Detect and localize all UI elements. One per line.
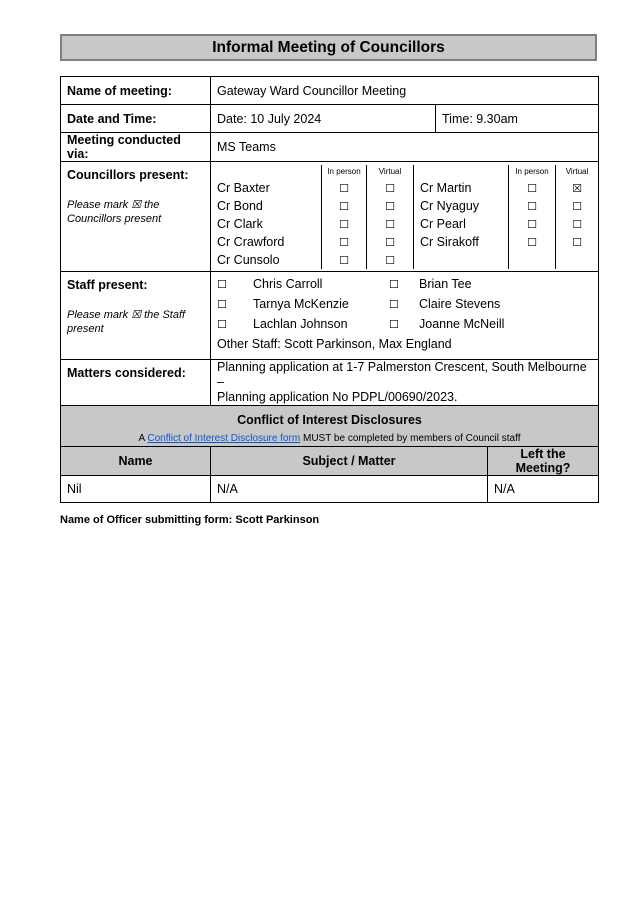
councillor-name: Cr Nyaguy: [414, 197, 509, 215]
staff-row: [61, 272, 599, 360]
councillors-label-cell: [61, 162, 211, 272]
meeting-name-value: Gateway Ward Councillor Meeting: [211, 77, 599, 105]
matters-row: [61, 360, 599, 406]
col-name-header: Name: [61, 447, 211, 476]
councillor-row: [211, 233, 598, 251]
staff-checkbox[interactable]: ☐: [389, 277, 399, 291]
col-subject-header: Subject / Matter: [211, 447, 488, 476]
virtual-header-left: Virtual: [367, 165, 414, 179]
councillor-virtual-checkbox[interactable]: ☐: [385, 253, 395, 267]
matters-value: [211, 360, 599, 406]
conflict-table: [60, 446, 599, 503]
councillor-virtual-checkbox[interactable]: ☐: [572, 217, 582, 231]
councillor-row: [211, 215, 598, 233]
councillor-virtual-checkbox[interactable]: ☐: [385, 199, 395, 213]
staff-checkbox[interactable]: ☐: [389, 297, 399, 311]
councillor-in-person-checkbox[interactable]: ☐: [339, 217, 349, 231]
staff-checkbox[interactable]: ☐: [389, 317, 399, 331]
councillor-virtual-checkbox[interactable]: ☐: [572, 199, 582, 213]
staff-label-cell: [61, 272, 211, 360]
matters-line-1: Planning application at 1-7 Palmerston Crescent, South Melbourne –: [217, 360, 587, 389]
councillor-virtual-checkbox[interactable]: ☐: [572, 235, 582, 249]
conducted-via-value: MS Teams: [211, 133, 599, 162]
councillor-name: Cr Crawford: [217, 234, 285, 249]
councillor-in-person-checkbox[interactable]: ☐: [339, 199, 349, 213]
staff-name: Joanne McNeill: [419, 317, 505, 331]
date-time-row: [61, 105, 599, 133]
conflict-subtitle: [67, 433, 592, 444]
councillor-name: Cr Sirakoff: [414, 233, 509, 251]
matters-line-2: Planning application No PDPL/00690/2023.: [217, 390, 458, 404]
councillor-virtual-checkbox[interactable]: ☐: [385, 217, 395, 231]
conducted-via-row: [61, 133, 599, 162]
virtual-header-right: Virtual: [556, 165, 599, 179]
meeting-form-table: [60, 76, 599, 452]
staff-label: Staff present:: [67, 278, 148, 292]
councillor-name: Cr Baxter: [217, 180, 270, 195]
staff-name: Chris Carroll: [253, 277, 323, 291]
in-person-header-left: In person: [322, 165, 367, 179]
staff-name: Claire Stevens: [419, 297, 501, 311]
councillor-row: [211, 179, 598, 197]
councillor-virtual-checkbox-checked[interactable]: ☒: [572, 181, 582, 195]
councillor-in-person-checkbox[interactable]: ☐: [527, 217, 537, 231]
time-value: Time: 9.30am: [436, 105, 599, 133]
staff-checkbox[interactable]: ☐: [217, 277, 227, 291]
councillor-name: Cr Martin: [414, 179, 509, 197]
staff-checkbox[interactable]: ☐: [217, 297, 227, 311]
matters-label: Matters considered:: [61, 360, 211, 406]
councillor-in-person-checkbox[interactable]: ☐: [339, 253, 349, 267]
conflict-header-row: [61, 406, 599, 452]
councillor-name: Cr Pearl: [414, 215, 509, 233]
staff-list-cell: [211, 272, 599, 360]
councillor-in-person-checkbox[interactable]: ☐: [527, 235, 537, 249]
councillors-grid-cell: [211, 162, 599, 272]
councillor-name: Cr Cunsolo: [217, 252, 280, 267]
staff-name: Tarnya McKenzie: [253, 297, 349, 311]
councillor-in-person-checkbox[interactable]: ☐: [339, 181, 349, 195]
staff-name: Brian Tee: [419, 277, 472, 291]
in-person-header-right: In person: [509, 165, 556, 179]
councillor-in-person-checkbox[interactable]: ☐: [527, 199, 537, 213]
conflict-title: Conflict of Interest Disclosures: [237, 413, 422, 427]
date-time-label: Date and Time:: [61, 105, 211, 133]
councillor-virtual-checkbox[interactable]: ☐: [385, 181, 395, 195]
councillors-row: [61, 162, 599, 272]
meeting-name-row: [61, 77, 599, 105]
staff-grid: [217, 274, 592, 334]
officer-footer: Name of Officer submitting form: Scott Parkinson: [60, 514, 320, 526]
conducted-via-label: Meeting conducted via:: [61, 133, 211, 162]
document-title: Informal Meeting of Councillors: [60, 34, 597, 61]
conflict-sub-suffix: MUST be completed by members of Council staff: [300, 433, 521, 444]
councillors-instruction: Please mark ☒ the Councillors present: [67, 199, 162, 225]
conflict-header-cell: [61, 406, 599, 452]
staff-name: Lachlan Johnson: [253, 317, 348, 331]
conflict-sub-prefix: A: [138, 433, 148, 444]
councillor-name: Cr Bond: [217, 198, 263, 213]
staff-checkbox[interactable]: ☐: [217, 317, 227, 331]
councillor-row: [211, 251, 598, 269]
meeting-name-label: Name of meeting:: [61, 77, 211, 105]
conflict-name-cell: Nil: [61, 476, 211, 503]
conflict-data-row: [61, 476, 599, 503]
date-value: Date: 10 July 2024: [211, 105, 436, 133]
councillor-in-person-checkbox[interactable]: ☐: [527, 181, 537, 195]
col-left-header: Left the Meeting?: [488, 447, 599, 476]
conflict-form-link[interactable]: Conflict of Interest Disclosure form: [147, 433, 301, 444]
councillors-grid: [211, 165, 598, 269]
staff-instruction: Please mark ☒ the Staff present: [67, 309, 186, 335]
conflict-subject-cell: N/A: [211, 476, 488, 503]
councillor-name: Cr Clark: [217, 216, 263, 231]
conflict-left-cell: N/A: [488, 476, 599, 503]
councillor-virtual-checkbox[interactable]: ☐: [385, 235, 395, 249]
conflict-columns-row: [61, 447, 599, 476]
councillors-label: Councillors present:: [67, 168, 189, 182]
other-staff: Other Staff: Scott Parkinson, Max England: [217, 337, 452, 351]
councillor-in-person-checkbox[interactable]: ☐: [339, 235, 349, 249]
councillor-row: [211, 197, 598, 215]
